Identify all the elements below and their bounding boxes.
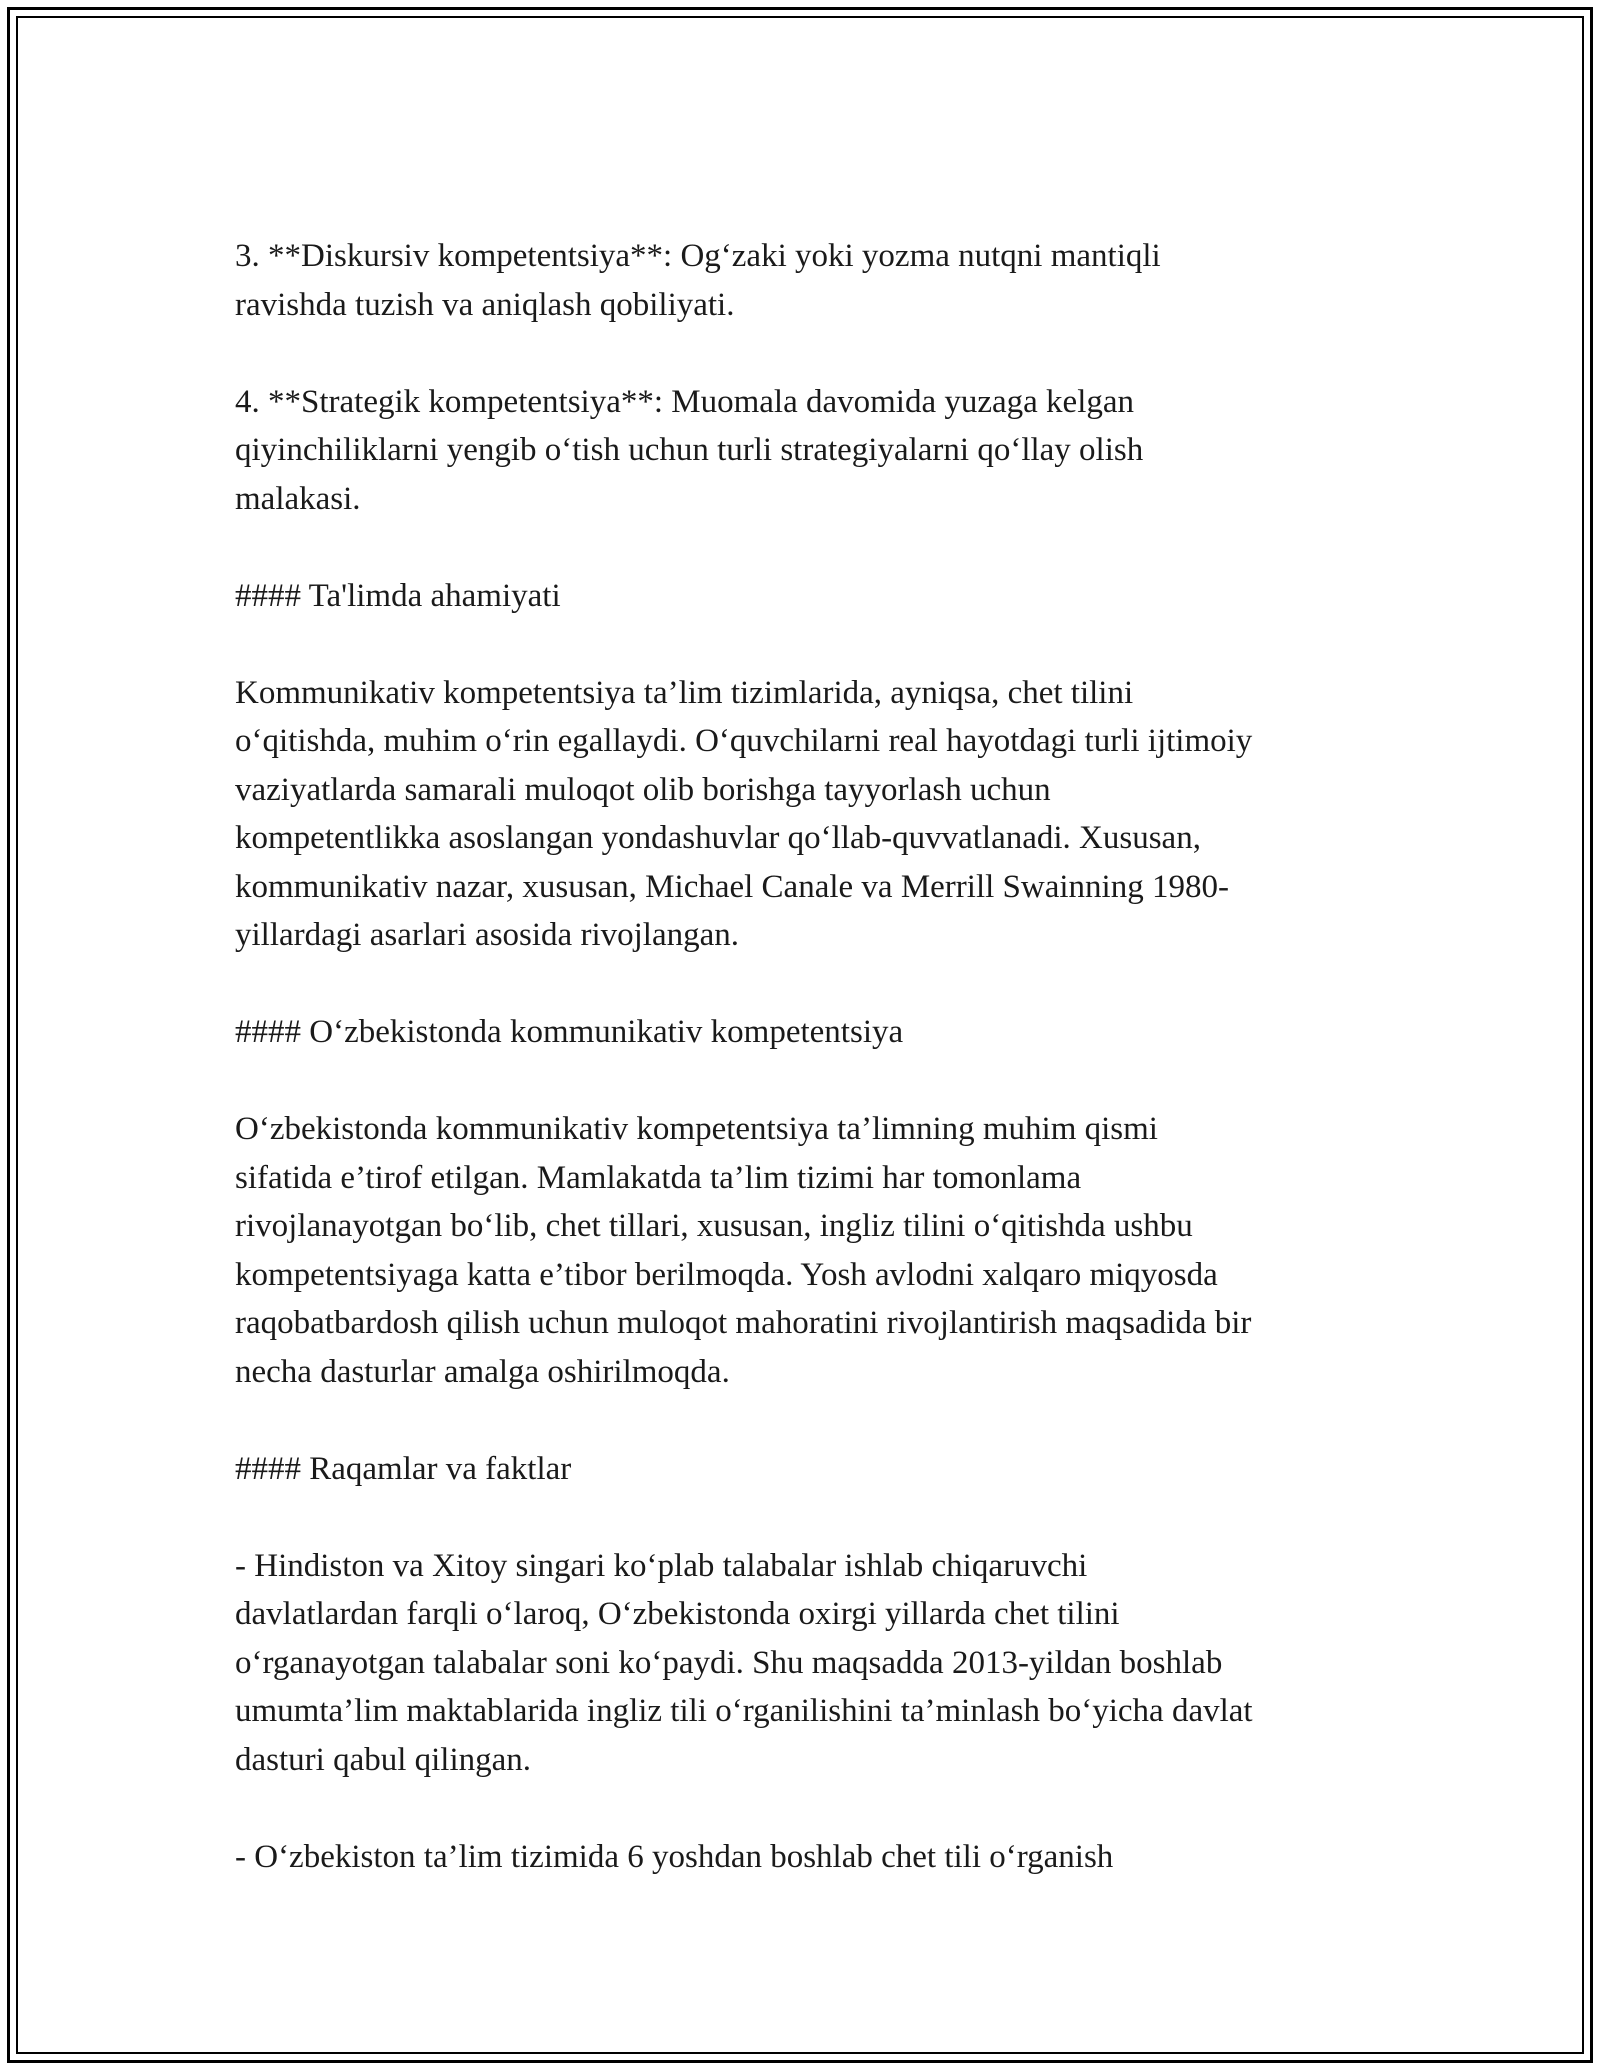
section-heading-facts — [235, 1445, 1375, 1494]
text-line: kommunikativ nazar, xususan, Michael Canale va Merrill Swainning 1980- — [235, 868, 1229, 905]
text-line: dasturi qabul qilingan. — [235, 1741, 532, 1778]
heading-text: #### Ta'limda ahamiyati — [235, 577, 561, 614]
text-line: kompetentlikka asoslangan yondashuvlar qo‘llab-quvvatlanadi. Xususan, — [235, 820, 1201, 856]
text-line: - O‘zbekiston ta’lim tizimida 6 yoshdan boshlab chet tili o‘rganish — [235, 1838, 1114, 1875]
text-line: kompetentsiyaga katta e’tibor berilmoqda. Yosh avlodni xalqaro miqyosda — [235, 1256, 1218, 1293]
text-line: yillardagi asarlari asosida rivojlangan. — [235, 917, 739, 953]
text-line: ravishda tuzish va aniqlash qobiliyati. — [235, 286, 735, 323]
text-line: raqobatbardosh qilish uchun muloqot mahoratini rivojlantirish maqsadida bir — [235, 1305, 1252, 1341]
text-line: rivojlanayotgan bo‘lib, chet tillari, xususan, ingliz tilini o‘qitishda ushbu — [235, 1208, 1193, 1244]
heading-text: #### Raqamlar va faktlar — [235, 1450, 572, 1487]
bullet-item-students — [235, 1542, 1375, 1785]
text-line: 3. **Diskursiv kompetentsiya**: Og‘zaki yoki yozma nutqni mantiqli — [235, 238, 1161, 274]
list-item-discursive — [235, 232, 1375, 329]
text-line: davlatlardan farqli o‘laroq, O‘zbekistonda oxirgi yillarda chet tilini — [235, 1596, 1120, 1632]
section-heading-uzbekistan — [235, 1008, 1375, 1057]
list-item-strategic — [235, 378, 1375, 524]
text-line: sifatida e’tirof etilgan. Mamlakatda ta’lim tizimi har tomonlama — [235, 1159, 1082, 1196]
text-line: malakasi. — [235, 480, 361, 517]
text-line: - Hindiston va Xitoy singari ko‘plab talabalar ishlab chiqaruvchi — [235, 1547, 1088, 1584]
text-line: vaziyatlarda samarali muloqot olib borishga tayyorlash uchun — [235, 771, 1051, 808]
text-line: umumta’lim maktablarida ingliz tili o‘rganilishini ta’minlash bo‘yicha davlat — [235, 1693, 1253, 1729]
paragraph-talimda — [235, 669, 1375, 960]
text-line: Kommunikativ kompetentsiya ta’lim tizimlarida, ayniqsa, chet tilini — [235, 674, 1134, 711]
text-line: qiyinchiliklarni yengib o‘tish uchun turli strategiyalarni qo‘llay olish — [235, 432, 1144, 468]
text-line: necha dasturlar amalga oshirilmoqda. — [235, 1353, 730, 1390]
text-line: o‘qitishda, muhim o‘rin egallaydi. O‘quvchilarni real hayotdagi turli ijtimoiy — [235, 723, 1253, 759]
text-line: O‘zbekistonda kommunikativ kompetentsiya ta’limning muhim qismi — [235, 1111, 1158, 1147]
document-body — [235, 232, 1375, 1930]
heading-text: #### O‘zbekistonda kommunikativ kompetentsiya — [235, 1014, 904, 1050]
bullet-item-age — [235, 1833, 1375, 1882]
section-heading-talimda — [235, 572, 1375, 621]
text-line: 4. **Strategik kompetentsiya**: Muomala davomida yuzaga kelgan — [235, 383, 1135, 420]
text-line: o‘rganayotgan talabalar soni ko‘paydi. Shu maqsadda 2013-yildan boshlab — [235, 1644, 1223, 1681]
paragraph-uzbekistan — [235, 1105, 1375, 1396]
